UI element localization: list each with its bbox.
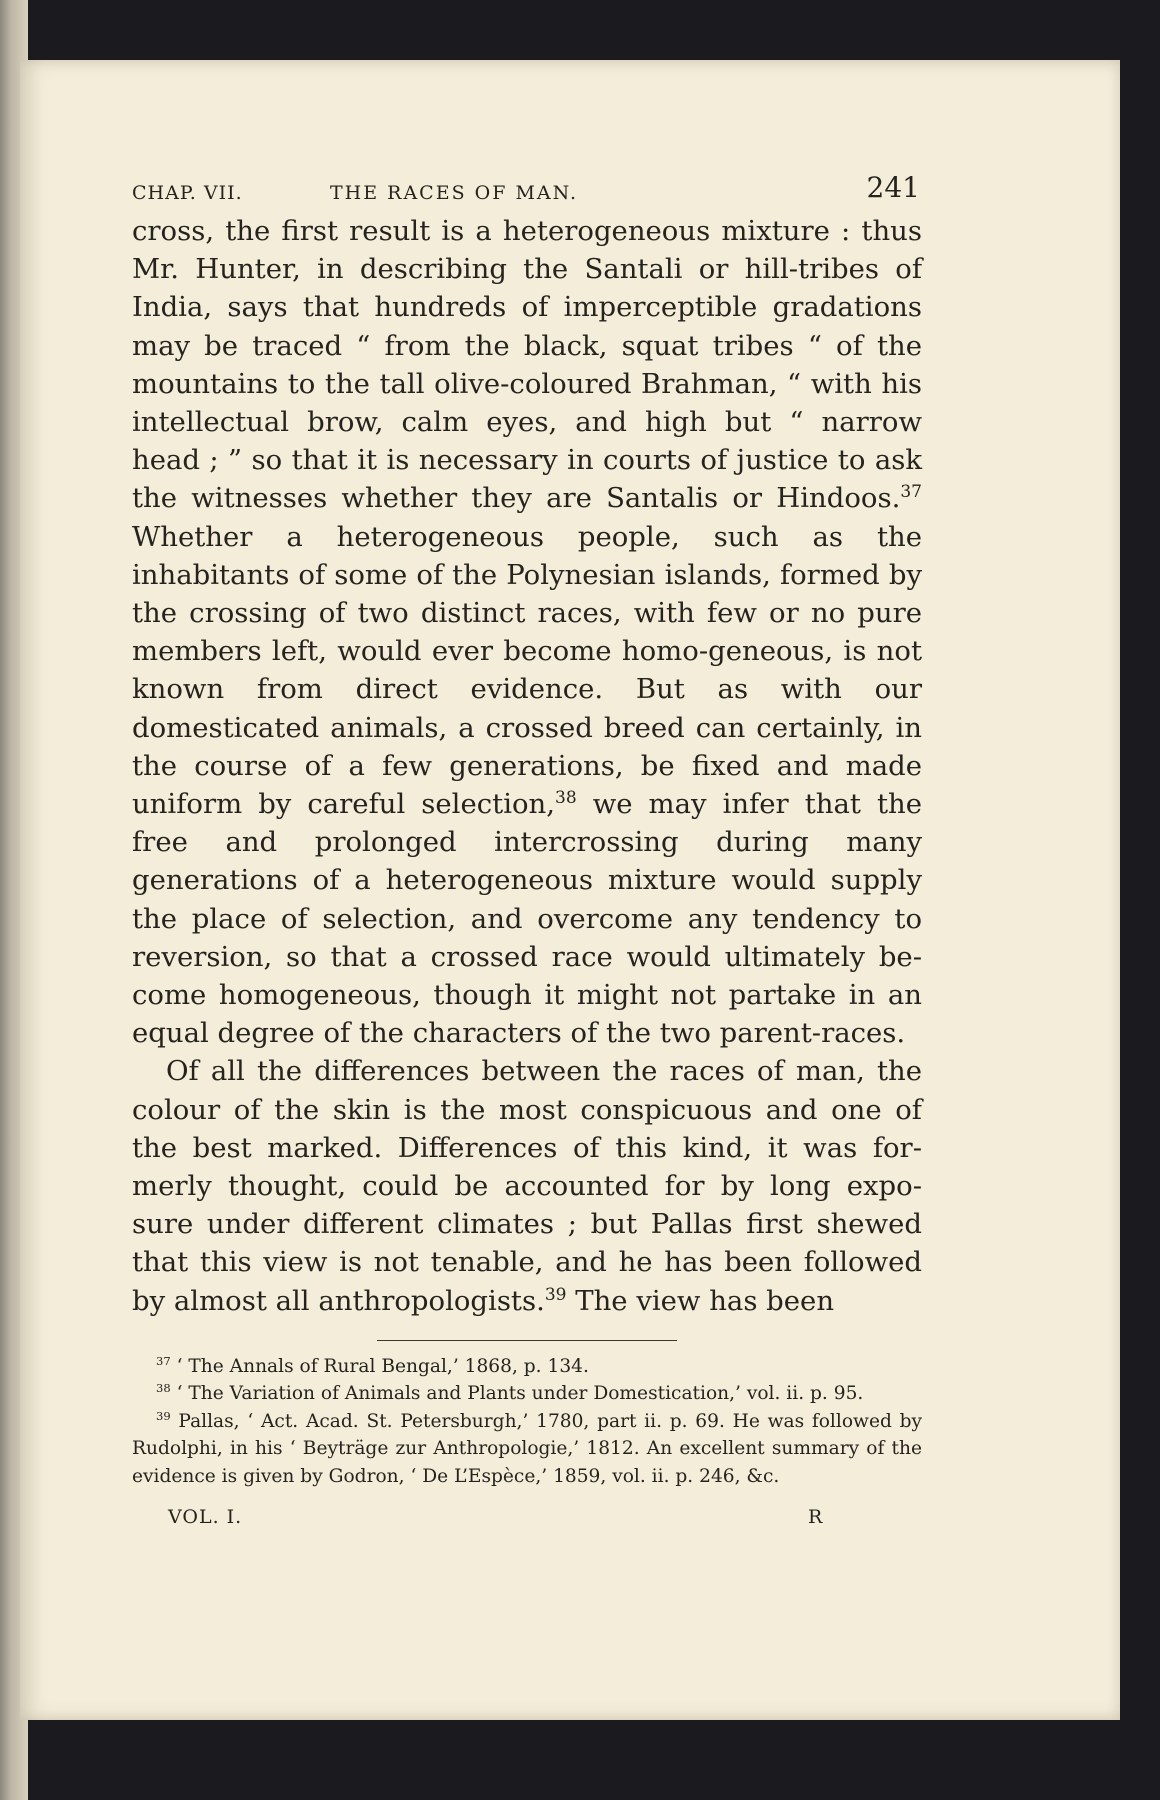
paragraph-1 bbox=[132, 212, 922, 1052]
running-head bbox=[132, 158, 922, 212]
paragraph-1-text-b: Whether a heterogeneous people, such as the inhabitants of some of the Polynesian islands, formed by the crossing of two distinct races, with few or no pure members left, would ever become homo-geneous, is not known from direct evidence. But as with our domesticated animals, a crossed breed can certainly, in the course of a few generations, be fixed and made uniform by careful selection, bbox=[132, 520, 922, 821]
footnote-text: ‘ The Annals of Rural Bengal,’ 1868, p. 134. bbox=[170, 1355, 589, 1377]
paragraph-1-text-c: we may infer that the free and prolonged intercrossing during many generations of a heterogeneous mixture would supply the place of selection, and overcome any tendency to reversion, so that a crossed race would ultimately be-come homogeneous, though it might not partake in an equal degree of the characters of the two parent-races. bbox=[132, 788, 922, 1050]
paragraph-2 bbox=[132, 1052, 922, 1319]
signature-line bbox=[132, 1498, 922, 1538]
footnote-ref-39: 39 bbox=[544, 1284, 567, 1305]
footnote-ref-37: 37 bbox=[900, 482, 922, 503]
page-number: 241 bbox=[866, 171, 920, 204]
footnote-number: 39 bbox=[156, 1408, 171, 1423]
footnote-divider bbox=[377, 1340, 677, 1341]
footnote-number: 38 bbox=[156, 1381, 171, 1396]
body-text bbox=[132, 212, 922, 1320]
page-text-block bbox=[132, 158, 922, 1538]
footnote-38 bbox=[132, 1380, 922, 1408]
book-page bbox=[20, 60, 1120, 1720]
footnote-number: 37 bbox=[156, 1353, 171, 1368]
signature-mark: R bbox=[808, 1506, 824, 1529]
paragraph-1-text-a: cross, the first result is a heterogeneous mixture : thus Mr. Hunter, in describing the Santali or hill-tribes of India, says that hundreds of imperceptible gradations may be traced “ from the black, squat tribes “ of the mountains to the tall olive-coloured Brahman, “ with his intellectual brow, calm eyes, and high but “ narrow head ; ” so that it is necessary in courts of justice to ask the witnesses whether they are Santalis or Hindoos. bbox=[132, 215, 922, 515]
footnote-text: Pallas, ‘ Act. Acad. St. Petersburgh,’ 1780, part ii. p. 69. He was followed by Rudolphi, in his ‘ Beyträge zur Anthropologie,’ 1812. An excellent summary of the evidence is given by Godron, ‘ De L’Espèce,’ 1859, vol. ii. p. 246, &c. bbox=[132, 1410, 922, 1487]
paragraph-2-text-a: Of all the differences between the races of man, the colour of the skin is the most conspicuous and one of the best marked. Differences of this kind, it was for-merly thought, could be accounted for by long expo-sure under different climates ; but Pallas first shewed that this view is not tenable, and he has been followed by almost all anthropologists. bbox=[132, 1055, 922, 1317]
footnote-37 bbox=[132, 1353, 922, 1381]
running-title: THE RACES OF MAN. bbox=[330, 182, 579, 204]
footnote-39 bbox=[132, 1408, 922, 1491]
volume-label: VOL. I. bbox=[168, 1506, 243, 1529]
footnote-ref-38: 38 bbox=[555, 787, 577, 808]
paragraph-2-text-b: The view has been bbox=[566, 1284, 835, 1317]
footnote-text: ‘ The Variation of Animals and Plants under Domestication,’ vol. ii. p. 95. bbox=[170, 1383, 864, 1405]
footnotes bbox=[132, 1353, 922, 1491]
chapter-label: CHAP. VII. bbox=[132, 182, 243, 204]
